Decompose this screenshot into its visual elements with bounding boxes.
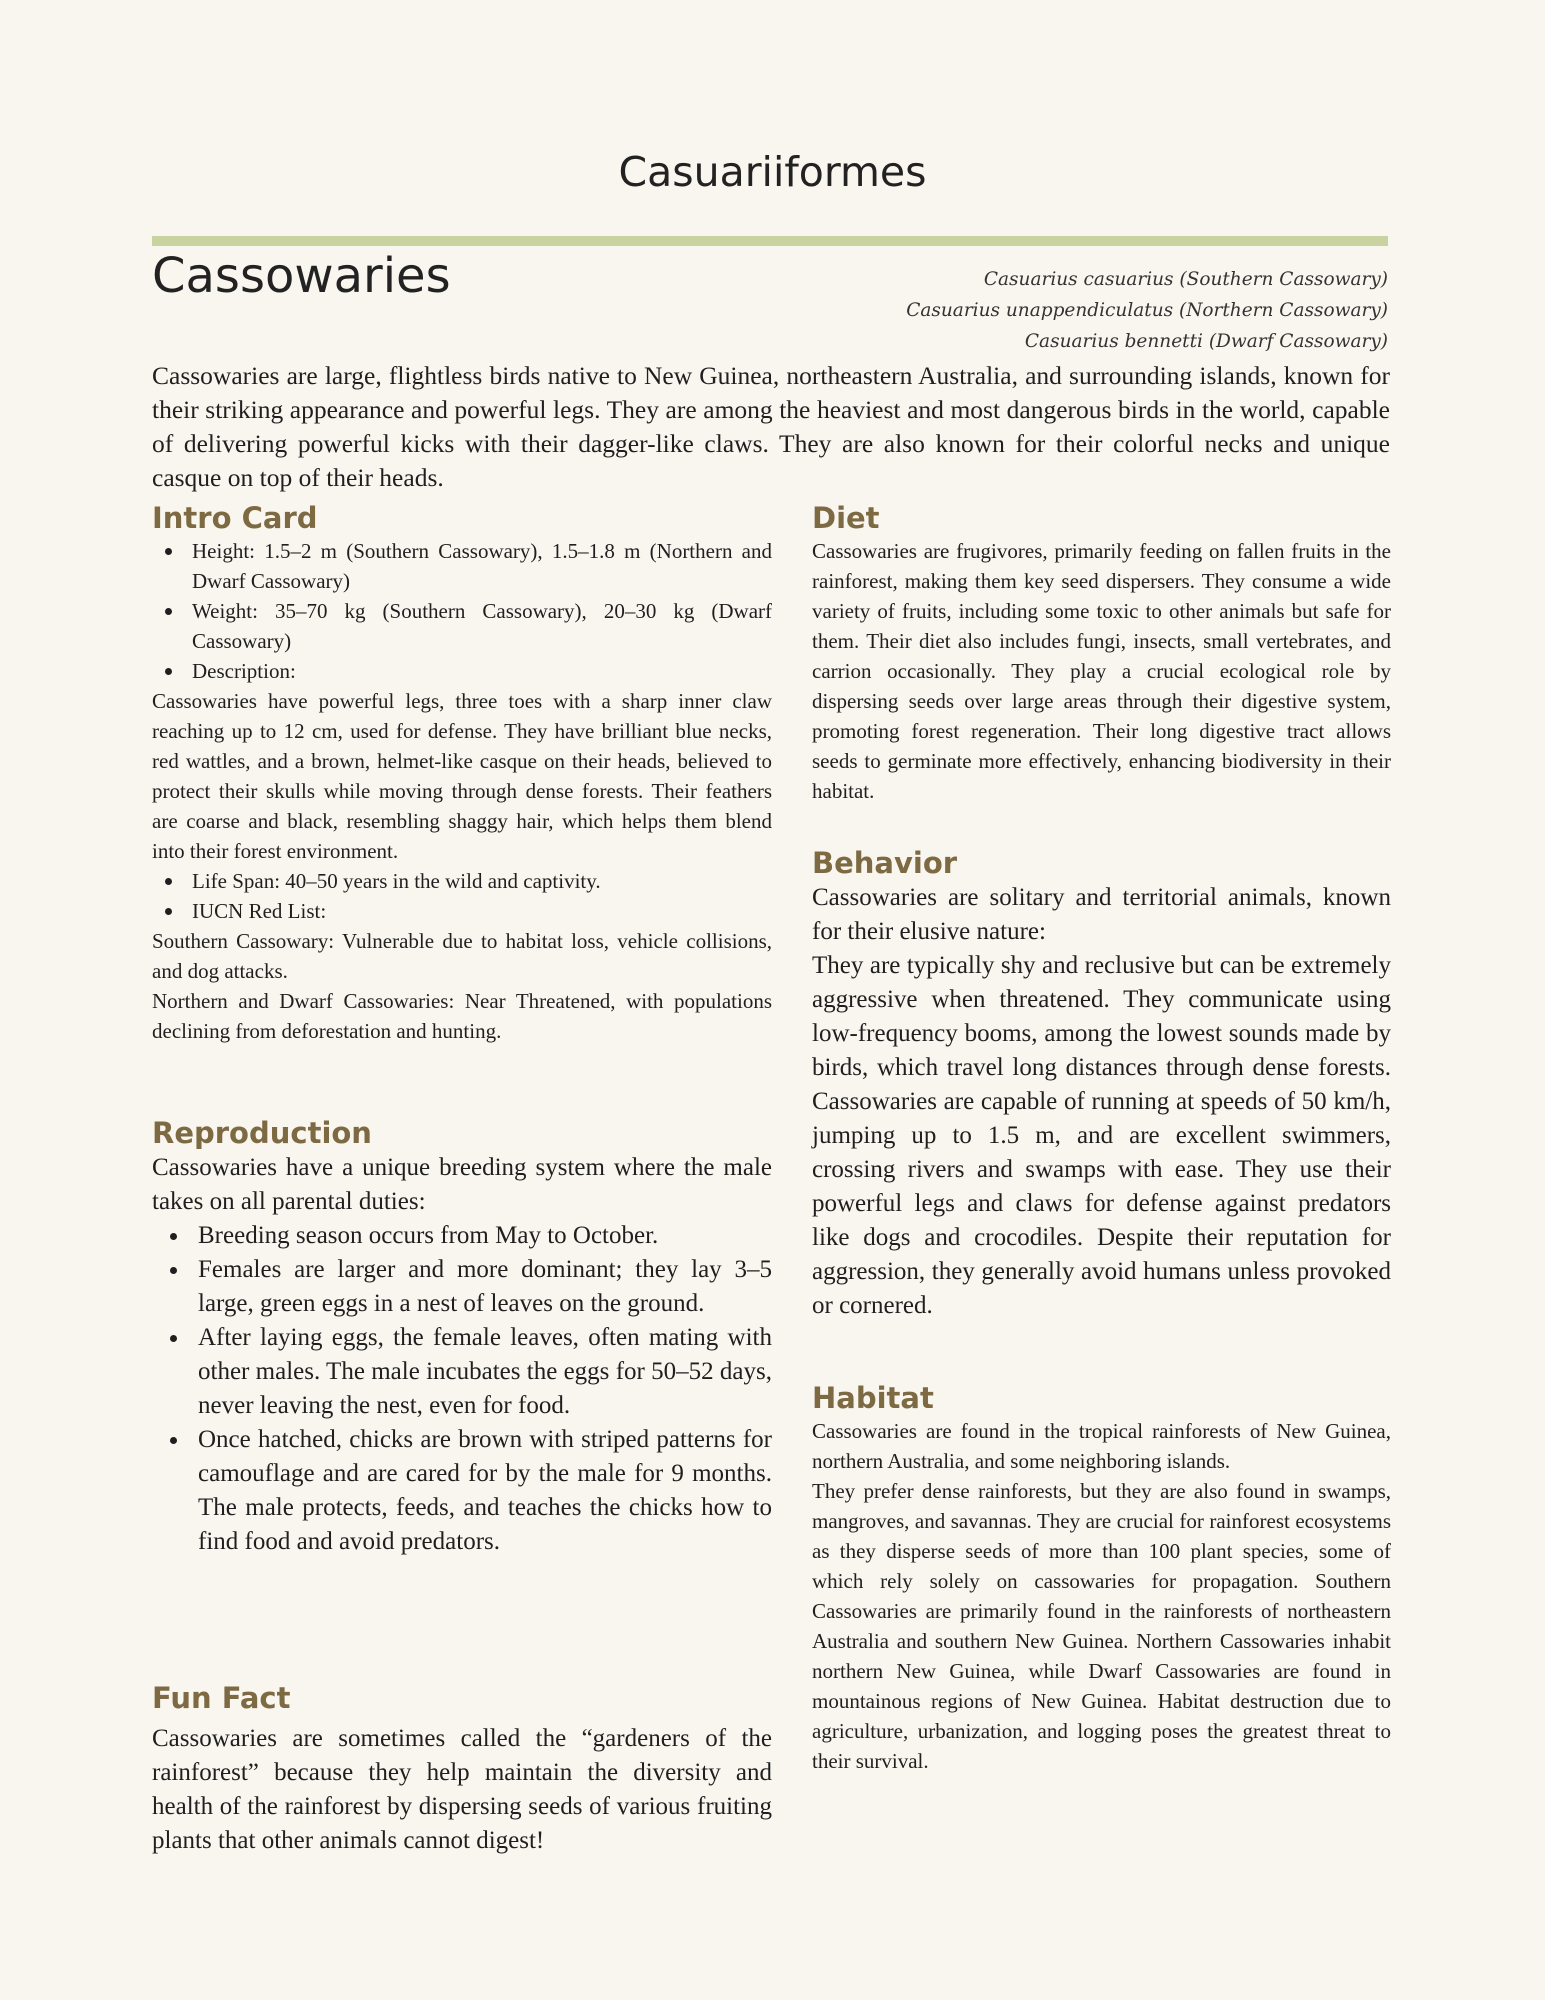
intro-paragraph: Cassowaries are large, flightless birds native to New Guinea, northeastern Australia, and surrounding islands, known for their striking appearance and powerful legs. They are among the heaviest and most dangerous birds in the world, capable of delivering powerful kicks with their dagger-like claws. They are also known for their colorful necks and unique casque on top of their heads. xyxy=(152,361,1390,492)
behavior-heading: Behavior xyxy=(812,846,958,880)
iucn-southern-text: Southern Cassowary: Vulnerable due to habitat loss, vehicle collisions, and dog attacks. xyxy=(152,929,772,983)
fun-fact-text: Cassowaries are sometimes called the “gardeners of the rainforest” because they help maintain the diversity and health of the rainforest by dispersing seeds of various fruiting plants that other animals cannot digest! xyxy=(152,1725,772,1854)
list-item: Breeding season occurs from May to October. xyxy=(155,1219,772,1253)
order-title: Casuariiformes xyxy=(618,148,927,196)
diet-heading: Diet xyxy=(812,501,880,535)
diet-section xyxy=(812,500,1391,806)
species-name: Casuarius casuarius (Southern Cassowary) xyxy=(983,269,1388,290)
list-item: Description: xyxy=(152,656,772,686)
intro-card-heading: Intro Card xyxy=(152,501,318,535)
iucn-northern-dwarf-text: Northern and Dwarf Cassowaries: Near Threatened, with populations declining from deforestation and hunting. xyxy=(152,989,772,1043)
list-item: Height: 1.5–2 m (Southern Cassowary), 1.5–1.8 m (Northern and Dwarf Cassowary) xyxy=(152,536,772,596)
habitat-heading: Habitat xyxy=(812,1381,934,1415)
habitat-lead: Cassowaries are found in the tropical rainforests of New Guinea, northern Australia, and some neighboring islands. xyxy=(812,1419,1391,1473)
habitat-section xyxy=(812,1380,1391,1776)
fun-fact-heading: Fun Fact xyxy=(152,1681,291,1715)
page-title: Cassowaries xyxy=(152,248,451,304)
list-item: IUCN Red List: xyxy=(152,896,772,926)
reproduction-lead: Cassowaries have a unique breeding system where the male takes on all parental duties: xyxy=(152,1154,772,1215)
behavior-text: They are typically shy and reclusive but can be extremely aggressive when threatened. They communicate using low-frequency booms, among the lowest sounds made by birds, which travel long distances through dense forests. Cassowaries are capable of running at speeds of 50 km/h, jumping up to 1.5 m, and are excellent swimmers, crossing rivers and swamps with ease. They use their powerful legs and claws for defense against predators like dogs and crocodiles. Despite their reputation for aggression, they generally avoid humans unless provoked or cornered. xyxy=(812,952,1391,1319)
list-item: Females are larger and more dominant; they lay 3–5 large, green eggs in a nest of leaves on the ground. xyxy=(155,1253,772,1321)
behavior-lead: Cassowaries are solitary and territorial animals, known for their elusive nature: xyxy=(812,884,1391,945)
description-text: Cassowaries have powerful legs, three toes with a sharp inner claw reaching up to 12 cm, used for defense. They have brilliant blue necks, red wattles, and a brown, helmet-like casque on their heads, believed to protect their skulls while moving through dense forests. Their feathers are coarse and black, resembling shaggy hair, which helps them blend into their forest environment. xyxy=(152,689,772,863)
diet-text: Cassowaries are frugivores, primarily feeding on fallen fruits in the rainforest, making them key seed dispersers. They consume a wide variety of fruits, including some toxic to other animals but safe for them. Their diet also includes fungi, insects, small vertebrates, and carrion occasionally. They play a crucial ecological role by dispersing seeds over large areas through their digestive system, promoting forest regeneration. Their long digestive tract allows seeds to germinate more effectively, enhancing biodiversity in their habitat. xyxy=(812,539,1391,803)
intro-card-section xyxy=(152,500,772,1046)
list-item: Once hatched, chicks are brown with striped patterns for camouflage and are cared for by the male for 9 months. The male protects, feeds, and teaches the chicks how to find food and avoid predators. xyxy=(155,1423,772,1559)
reproduction-heading: Reproduction xyxy=(152,1116,372,1150)
intro-card-list-2 xyxy=(152,866,772,926)
list-item: Life Span: 40–50 years in the wild and captivity. xyxy=(152,866,772,896)
species-name: Casuarius unappendiculatus (Northern Cassowary) xyxy=(906,300,1388,321)
habitat-text: They prefer dense rainforests, but they are also found in swamps, mangroves, and savannas. They are crucial for rainforest ecosystems as they disperse seeds of more than 100 plant species, some of which rely solely on cassowaries for propagation. Southern Cassowaries are primarily found in the rainforests of northeastern Australia and southern New Guinea. Northern Cassowaries inhabit northern New Guinea, while Dwarf Cassowaries are found in mountainous regions of New Guinea. Habitat destruction due to agriculture, urbanization, and logging poses the greatest threat to their survival. xyxy=(812,1479,1391,1773)
reproduction-section xyxy=(152,1115,772,1559)
fun-fact-section xyxy=(152,1680,772,1858)
species-list xyxy=(906,264,1388,357)
list-item: Weight: 35–70 kg (Southern Cassowary), 20–30 kg (Dwarf Cassowary) xyxy=(152,596,772,656)
intro-card-list xyxy=(152,536,772,686)
species-name: Casuarius bennetti (Dwarf Cassowary) xyxy=(1024,331,1388,352)
list-item: After laying eggs, the female leaves, often mating with other males. The male incubates the eggs for 50–52 days, never leaving the nest, even for food. xyxy=(155,1321,772,1423)
header-rule xyxy=(152,236,1388,246)
reproduction-list xyxy=(152,1219,772,1559)
behavior-section xyxy=(812,845,1391,1323)
